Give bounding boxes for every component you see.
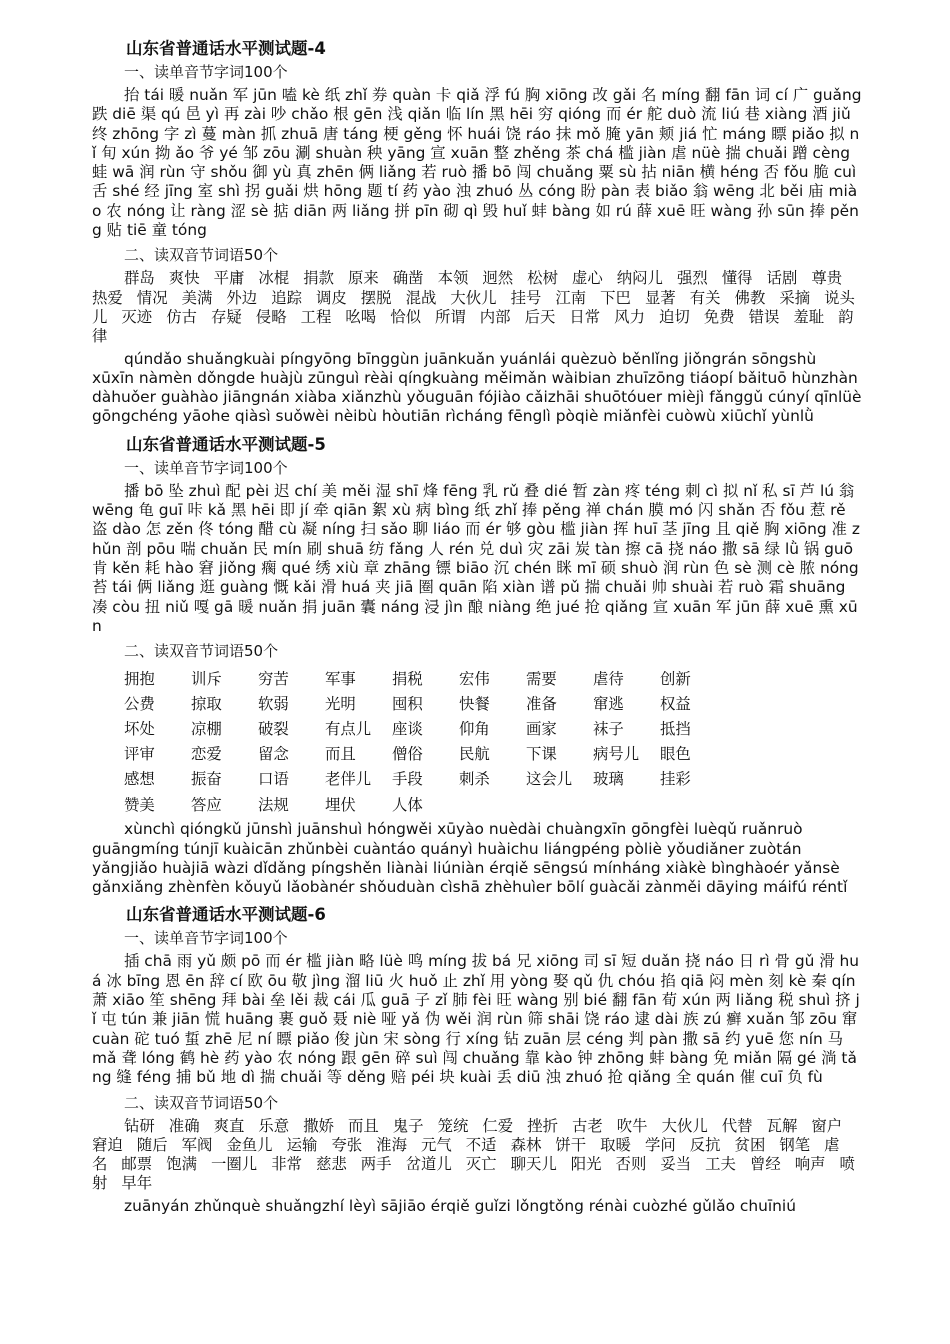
word-item: 喷射 xyxy=(92,1155,855,1193)
word-item: 公费 xyxy=(124,694,155,713)
word-item: 慈悲 xyxy=(315,1155,347,1174)
word-item: 老伴儿 xyxy=(325,770,372,789)
word-item: 后天 xyxy=(524,307,556,326)
word-item: 平庸 xyxy=(213,269,245,288)
word-item: 调皮 xyxy=(315,288,347,307)
word-item: 热爱 xyxy=(92,288,123,307)
word-item: 感想 xyxy=(124,770,155,789)
word-item: 创新 xyxy=(660,669,691,688)
word-item: 不适 xyxy=(465,1135,497,1154)
word-item: 响声 xyxy=(794,1155,826,1174)
word-grid-row xyxy=(124,665,862,690)
word-item: 吹牛 xyxy=(616,1116,648,1135)
pinyin-text: zuānyán zhǔnquè shuǎngzhí lèyì sājiāo érqiě guǐzi lǒngtǒng rénài cuòzhé gǔlǎo chuīniú xyxy=(124,1196,796,1215)
word-item: 玻璃 xyxy=(593,770,624,789)
word-item: 囤积 xyxy=(392,694,423,713)
word-item: 懂得 xyxy=(721,269,753,288)
word-item: 振奋 xyxy=(191,770,222,789)
word-item: 话剧 xyxy=(766,269,798,288)
word-item: 妥当 xyxy=(660,1155,692,1174)
single-syllable-text: 播 bō 坠 zhuì 配 pèi 迟 chí 美 měi 湿 shī 烽 fēng 乳 rǔ 叠 dié 暂 zàn 疼 téng 刺 cì 拟 nǐ 私 sī 芦 lú 翁 wēng 龟 guī 咔 kǎ 黑 hēi 即 jí 牵 qiān 絮 xù 病 bìng 纸 zhǐ 捧 pěng 禅 chán 膜 mó 闪 shǎn 否 fǒu 惹 rě 盗 dào 怎 zěn 佟 tóng 醋 cù 凝 níng 扫 sǎo 聊 liáo 而 ér 够 gòu 槛 jiàn 挥 huī 茎 jīng 且 qiě 胸 xiōng 准 zhǔn 剖 pōu 喘 chuǎn 民 mín 刷 shuā 纺 fǎng 人 rén 兑 duì 灾 zāi 炭 tàn 擦 cā 挠 náo 撒 sā 绿 lǜ 锅 guō 肯 kěn 耗 hào 窘 jiǒng 瘸 qué 绣 xiù 章 zhāng 镖 biāo 沉 chén 眯 mī 硕 shuò 润 rùn 色 sè 测 cè 脓 nóng 苔 tái 俩 liǎng 逛 guàng 慨 kǎi 滑 huá 夹 jiā 圈 quān 陷 xiàn 谱 pǔ 揣 chuǎi 帅 shuài 若 ruò 霜 shuāng 凑 còu 扭 niǔ 嘎 gā 暖 nuǎn 捐 juān 囊 náng 浸 jìn 酿 niàng 绝 jué 抢 qiǎng 宣 xuān 军 jūn 薛 xuē 熏 xūn xyxy=(92,481,860,635)
word-item: 训斥 xyxy=(191,669,222,688)
word-item: 饱满 xyxy=(166,1155,197,1174)
word-item: 韵律 xyxy=(92,307,854,346)
word-item: 虐名 xyxy=(92,1135,840,1174)
double-syllable-words xyxy=(92,269,862,346)
word-item: 病号儿 xyxy=(593,745,640,764)
word-item: 两手 xyxy=(360,1155,392,1174)
word-grid-row xyxy=(124,791,862,816)
word-item: 虚心 xyxy=(571,269,603,288)
word-item: 元气 xyxy=(420,1135,452,1154)
word-item: 赞美 xyxy=(124,795,155,814)
word-item: 座谈 xyxy=(392,720,423,739)
word-item: 代替 xyxy=(721,1116,753,1135)
word-item: 宏伟 xyxy=(459,669,490,688)
word-item: 仁爱 xyxy=(482,1116,514,1135)
word-item: 否则 xyxy=(615,1155,647,1174)
word-item: 下巴 xyxy=(600,288,631,307)
word-item: 存疑 xyxy=(211,307,242,326)
word-item: 钢笔 xyxy=(779,1135,811,1154)
word-item: 恰似 xyxy=(390,307,421,326)
word-item: 软弱 xyxy=(258,694,289,713)
word-item: 迫切 xyxy=(658,307,690,326)
word-item: 非常 xyxy=(271,1155,302,1174)
word-item: 爽快 xyxy=(168,269,200,288)
word-item: 森林 xyxy=(510,1135,542,1154)
word-item: 大伙儿 xyxy=(661,1116,708,1135)
word-item: 夸张 xyxy=(331,1135,363,1154)
word-item: 掠取 xyxy=(191,694,222,713)
word-item: 大伙儿 xyxy=(450,288,497,307)
single-syllable-text: 插 chā 雨 yǔ 颇 pō 而 ér 槛 jiàn 略 lüè 鸣 míng 拔 bá 兄 xiōng 司 sī 短 duǎn 挠 náo 日 rì 骨 gǔ 滑 huá 冰 bīng 恩 ēn 辞 cí 欧 ōu 敬 jìng 溜 liū 火 huǒ 止 zhǐ 用 yòng 娶 qǔ 仇 chóu 掐 qiā 闷 mèn 刻 kè 秦 qín 萧 xiāo 笙 shēng 拜 bài 垒 lěi 裁 cái 瓜 guā 子 zǐ 肺 fèi 旺 wàng 别 bié 翻 fān 荀 xún 两 liǎng 税 shuì 挤 jǐ 屯 tún 兼 jiān 慌 huāng 裹 guǒ 聂 niè 哑 yǎ 伪 wěi 润 rùn 筛 shāi 饶 ráo 逮 dài 族 zú 癣 xuǎn 邹 zōu 窜 cuàn 砣 tuó 蜇 zhē 尼 ní 瞟 piǎo 俊 jùn 宋 sòng 行 xíng 钻 zuān 层 céng 判 pàn 撒 sā 约 yuē 您 nín 马 mǎ 聋 lóng 鹤 hè 药 yào 农 nóng 跟 gēn 碎 suì 闯 chuǎng 靠 kào 钟 zhōng 蚌 bàng 免 miǎn 隔 gé 淌 tǎng 缝 féng 捕 bǔ 地 dì 揣 chuǎi 等 děng 赔 péi 块 kuài 丢 diū 浊 zhuó 抢 qiǎng 全 quán 催 cuī 负 fù xyxy=(92,952,860,1087)
word-item: 有点儿 xyxy=(325,720,372,739)
single-syllable-heading: 一、读单音节字词100个 xyxy=(124,63,288,81)
word-item: 运输 xyxy=(286,1135,318,1154)
word-grid-row xyxy=(124,741,862,766)
word-item: 曾经 xyxy=(749,1155,781,1174)
word-item: 纳闷儿 xyxy=(616,269,663,288)
word-item: 答应 xyxy=(191,795,222,814)
word-item: 取暖 xyxy=(600,1135,631,1154)
word-item: 笼统 xyxy=(437,1116,469,1135)
word-item: 邮票 xyxy=(121,1155,153,1174)
word-item: 画家 xyxy=(526,720,557,739)
word-item: 僧俗 xyxy=(392,745,423,764)
word-item: 挂号 xyxy=(510,288,542,307)
word-item: 江南 xyxy=(555,288,587,307)
word-item: 混战 xyxy=(405,288,437,307)
word-item: 刺杀 xyxy=(459,770,490,789)
word-item: 侵略 xyxy=(255,307,287,326)
word-item: 吆喝 xyxy=(345,307,377,326)
word-item: 捐税 xyxy=(392,669,423,688)
word-item: 而且 xyxy=(325,745,356,764)
double-syllable-grid xyxy=(92,665,862,816)
word-item: 原来 xyxy=(347,269,379,288)
word-item: 阳光 xyxy=(570,1155,602,1174)
word-item: 挫折 xyxy=(527,1116,558,1135)
word-item: 灭亡 xyxy=(465,1155,497,1174)
single-syllable-heading: 一、读单音节字词100个 xyxy=(124,929,288,948)
word-item: 爽直 xyxy=(213,1116,245,1135)
word-item: 手段 xyxy=(392,770,423,789)
word-item: 古老 xyxy=(571,1116,603,1135)
word-item: 而且 xyxy=(347,1116,379,1135)
word-item: 准确 xyxy=(168,1116,200,1135)
word-item: 拥抱 xyxy=(124,669,155,688)
word-item: 一圈儿 xyxy=(211,1155,258,1174)
word-item: 袜子 xyxy=(593,720,624,739)
word-item: 聊天儿 xyxy=(510,1155,557,1174)
word-item: 冰棍 xyxy=(258,269,290,288)
word-item: 本领 xyxy=(437,269,469,288)
word-item: 尊贵 xyxy=(811,269,843,288)
word-item: 挂彩 xyxy=(660,770,691,789)
word-item: 灭迹 xyxy=(121,307,153,326)
pinyin-text: xùnchì qióngkǔ jūnshì juānshuì hóngwěi xūyào nuèdài chuàngxīn gōngfèi luèqǔ ruǎnruò guāngmíng túnjī kuàicān zhǔnbèi cuàntáo quányì huàichu liángpéng pòliè yǒudiǎner zuòtán yǎngjiǎo huàjiā wàzi dǐdǎng píngshěn liànài liúniàn érqiě sēngsú mínháng xiàkè bìnghàoér yǎnsè gǎnxiǎng zhènfèn kǒuyǔ lǎobànér shǒuduàn cìshā zhèhuìer bōlí guàcǎi zànměi dāying máifú réntǐ xyxy=(92,820,848,897)
word-item: 捐款 xyxy=(303,269,334,288)
word-item: 这会儿 xyxy=(526,770,573,789)
word-item: 迥然 xyxy=(482,269,514,288)
single-syllable-text: 抬 tái 暖 nuǎn 军 jūn 嗑 kè 纸 zhǐ 券 quàn 卡 qiǎ 浮 fú 胸 xiōng 改 gǎi 名 míng 翻 fān 词 cí 广 guǎng 跌 diē 渠 qú 邑 yì 再 zài 吵 chǎo 根 gēn 浅 qiǎn 临 lín 黑 hēi 穷 qióng 而 ér 舵 duò 流 liú 巷 xiàng 酒 jiǔ 终 zhōng 字 zì 蔓 màn 抓 zhuā 唐 táng 梗 gěng 怀 huái 饶 ráo 抹 mǒ 腌 yān 颊 jiá 忙 máng 瞟 piǎo 拟 nǐ 旬 xún 拗 ǎo 爷 yé 邹 zōu 涮 shuàn 秧 yāng 宣 xuān 整 zhěng 茶 chá 槛 jiàn 虐 nüè 揣 chuǎi 蹭 cèng 蛙 wā 润 rùn 守 shǒu 御 yù 真 zhēn 俩 liǎng 若 ruò 播 bō 闯 chuǎng 粟 sù 拈 niān 横 héng 否 fǒu 脆 cuì 舌 shé 经 jīng 室 shì 拐 guǎi 烘 hōng 题 tí 药 yào 浊 zhuó 丛 cóng 盼 pàn 表 biǎo 翁 wēng 北 běi 庙 miào 农 nóng 让 ràng 涩 sè 掂 diān 两 liǎng 拼 pīn 砌 qì 毁 huǐ 蚌 bàng 如 rú 薛 xuē 旺 wàng 孙 sūn 捧 pěng 贴 tiē 童 tóng xyxy=(92,86,862,240)
word-item: 权益 xyxy=(660,694,691,713)
word-item: 评审 xyxy=(124,745,155,764)
word-item: 确凿 xyxy=(392,269,424,288)
word-item: 淮海 xyxy=(376,1135,407,1154)
word-item: 贫困 xyxy=(734,1135,766,1154)
word-item: 破裂 xyxy=(258,720,289,739)
word-item: 错误 xyxy=(748,307,780,326)
word-grid-row xyxy=(124,766,862,791)
word-item: 采摘 xyxy=(779,288,811,307)
section-title: 山东省普通话水平测试题-6 xyxy=(126,905,326,925)
word-item: 早年 xyxy=(121,1174,153,1193)
word-item: 钻研 xyxy=(124,1116,155,1135)
word-item: 佛教 xyxy=(734,288,766,307)
double-syllable-heading: 二、读双音节词语50个 xyxy=(124,642,279,661)
word-item: 日常 xyxy=(569,307,601,326)
word-item: 所谓 xyxy=(434,307,466,326)
word-item: 金鱼儿 xyxy=(226,1135,273,1154)
word-item: 快餐 xyxy=(459,694,490,713)
word-item: 人体 xyxy=(392,795,423,814)
word-item: 松树 xyxy=(527,269,558,288)
word-item: 法规 xyxy=(258,795,289,814)
double-syllable-words xyxy=(92,1117,862,1194)
word-item: 窘迫 xyxy=(92,1135,123,1154)
double-syllable-heading: 二、读双音节词语50个 xyxy=(124,246,279,265)
word-item: 鬼子 xyxy=(392,1116,424,1135)
word-item: 撒娇 xyxy=(303,1116,334,1135)
word-item: 窗户 xyxy=(811,1116,843,1135)
word-item: 军事 xyxy=(325,669,356,688)
word-item: 瓦解 xyxy=(766,1116,798,1135)
word-item: 民航 xyxy=(459,745,490,764)
word-item: 仰角 xyxy=(459,720,490,739)
test-section-6 xyxy=(92,904,862,1216)
word-item: 羞耻 xyxy=(793,307,825,326)
word-item: 强烈 xyxy=(676,269,708,288)
word-item: 下课 xyxy=(526,745,557,764)
word-item: 坏处 xyxy=(124,720,155,739)
word-item: 内部 xyxy=(479,307,511,326)
word-item: 工夫 xyxy=(705,1155,736,1174)
word-item: 仿古 xyxy=(166,307,197,326)
word-item: 光明 xyxy=(325,694,356,713)
word-item: 摆脱 xyxy=(360,288,392,307)
word-item: 虐待 xyxy=(593,669,624,688)
word-item: 穷苦 xyxy=(258,669,289,688)
word-item: 免费 xyxy=(703,307,735,326)
word-item: 口语 xyxy=(258,770,289,789)
double-syllable-heading: 二、读双音节词语50个 xyxy=(124,1093,279,1112)
word-item: 眼色 xyxy=(660,745,691,764)
word-item: 外边 xyxy=(226,288,258,307)
word-item: 随后 xyxy=(136,1135,168,1154)
word-item: 埋伏 xyxy=(325,795,356,814)
word-item: 说头儿 xyxy=(92,288,855,326)
section-title: 山东省普通话水平测试题-5 xyxy=(126,434,326,454)
word-item: 岔道儿 xyxy=(405,1155,452,1174)
single-syllable-heading: 一、读单音节字词100个 xyxy=(124,458,288,477)
pinyin-text: qúndǎo shuǎngkuài píngyōng bīnggùn juānkuǎn yuánlái quèzuò běnlǐng jiǒngrán sōngshù xūxīn nàmèn dǒngde huàjù zūnguì rèài qíngkuàng měimǎn wàibian zhuīzōng tiáopí bǎituō hùnzhàn dàhuǒer guàhào jiāngnán xiàba xiǎnzhù yǒuguān fójiào cǎizhāi shuōtóuer mièjì fǎnggǔ cúnyí qīnlüè gōngchéng yāohe qiàsì suǒwèi nèibù hòutiān rìcháng fēnglì pòqiè miǎnfèi cuòwù xiūchǐ yùnlǜ xyxy=(92,349,862,426)
word-item: 窜逃 xyxy=(593,694,624,713)
word-item: 留念 xyxy=(258,745,289,764)
word-item: 显著 xyxy=(644,288,676,307)
word-item: 军阀 xyxy=(181,1135,213,1154)
word-item: 恋爱 xyxy=(191,745,222,764)
word-item: 需要 xyxy=(526,669,557,688)
word-item: 饼干 xyxy=(555,1135,587,1154)
word-item: 反抗 xyxy=(689,1135,721,1154)
word-grid-row xyxy=(124,690,862,715)
test-section-4 xyxy=(92,38,862,427)
word-item: 准备 xyxy=(526,694,557,713)
word-item: 凉棚 xyxy=(191,720,222,739)
word-item: 追踪 xyxy=(271,288,302,307)
word-item: 美满 xyxy=(181,288,213,307)
section-title: 山东省普通话水平测试题-4 xyxy=(126,39,326,58)
word-item: 工程 xyxy=(300,307,332,326)
word-item: 有关 xyxy=(689,288,721,307)
word-item: 群岛 xyxy=(124,269,155,288)
word-item: 抵挡 xyxy=(660,720,691,739)
word-item: 乐意 xyxy=(258,1116,290,1135)
word-item: 学问 xyxy=(644,1135,676,1154)
word-item: 风力 xyxy=(614,307,645,326)
word-grid-row xyxy=(124,716,862,741)
word-item: 情况 xyxy=(136,288,168,307)
test-section-5 xyxy=(92,434,862,898)
